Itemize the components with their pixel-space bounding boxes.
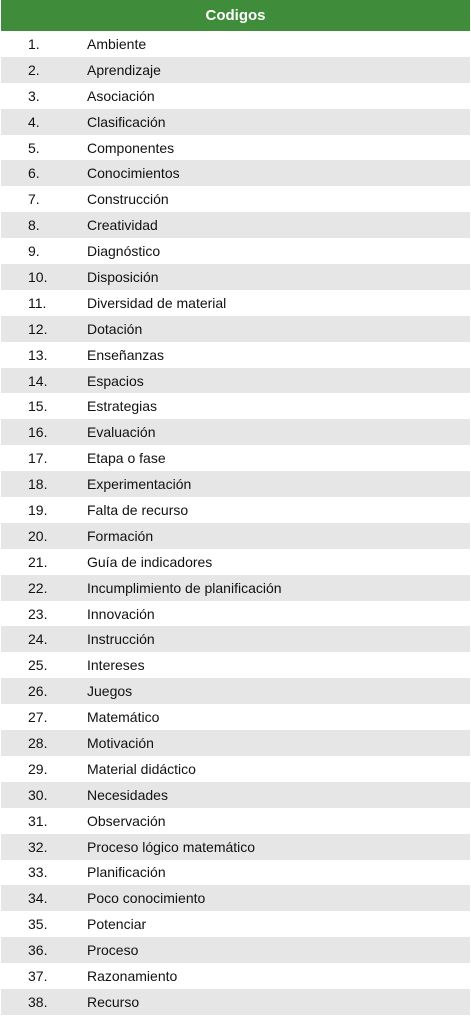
codes-table <box>1 0 470 1015</box>
table-row <box>1 135 470 161</box>
row-label: Enseñanzas <box>87 346 165 363</box>
row-number: 5. <box>28 139 40 156</box>
row-number: 20. <box>28 527 48 544</box>
row-label: Construcción <box>87 191 169 208</box>
row-number: 15. <box>28 398 48 415</box>
table-row <box>1 911 470 937</box>
row-label: Proceso <box>87 942 139 959</box>
table-row <box>1 652 470 678</box>
row-number: 27. <box>28 709 48 726</box>
row-label: Necesidades <box>87 786 168 803</box>
row-label: Guía de indicadores <box>87 553 213 570</box>
row-label: Poco conocimiento <box>87 890 206 907</box>
table-row <box>1 704 470 730</box>
table-row <box>1 626 470 652</box>
table-row <box>1 937 470 963</box>
row-number: 4. <box>28 113 40 130</box>
table-row <box>1 989 470 1015</box>
table-row <box>1 782 470 808</box>
table-row <box>1 445 470 471</box>
table-header: Codigos <box>1 0 470 31</box>
row-label: Evaluación <box>87 424 156 441</box>
row-label: Material didáctico <box>87 760 196 777</box>
row-number: 30. <box>28 786 48 803</box>
row-label: Diagnóstico <box>87 243 161 260</box>
table-row <box>1 419 470 445</box>
table-row <box>1 963 470 989</box>
row-number: 29. <box>28 760 48 777</box>
row-number: 13. <box>28 346 48 363</box>
row-number: 1. <box>28 35 40 52</box>
row-label: Innovación <box>87 605 155 622</box>
row-number: 3. <box>28 87 40 104</box>
table-row <box>1 601 470 627</box>
table-row <box>1 342 470 368</box>
table-row <box>1 549 470 575</box>
row-number: 34. <box>28 890 48 907</box>
row-number: 28. <box>28 734 48 751</box>
row-number: 9. <box>28 243 40 260</box>
row-number: 38. <box>28 993 48 1010</box>
row-label: Estrategias <box>87 398 158 415</box>
row-label: Ambiente <box>87 35 147 52</box>
row-label: Aprendizaje <box>87 61 161 78</box>
row-label: Proceso lógico matemático <box>87 838 256 855</box>
row-label: Razonamiento <box>87 968 178 984</box>
row-label: Espacios <box>87 372 144 389</box>
table-row <box>1 160 470 186</box>
row-label: Recurso <box>87 993 140 1010</box>
row-number: 23. <box>28 605 48 622</box>
row-label: Conocimientos <box>87 165 180 182</box>
row-label: Diversidad de material <box>87 294 227 311</box>
table-row <box>1 109 470 135</box>
row-number: 35. <box>28 916 48 933</box>
row-number: 8. <box>28 217 40 234</box>
row-label: Falta de recurso <box>87 501 189 518</box>
row-label: Asociación <box>87 87 155 104</box>
row-label: Instrucción <box>87 631 155 648</box>
table-row <box>1 238 470 264</box>
table-row <box>1 756 470 782</box>
row-label: Observación <box>87 812 166 829</box>
row-label: Intereses <box>87 657 145 674</box>
row-number: 10. <box>28 268 48 285</box>
row-label: Dotación <box>87 320 143 337</box>
row-label: Formación <box>87 527 154 544</box>
row-number: 21. <box>28 553 48 570</box>
row-label: Disposición <box>87 268 159 285</box>
row-number: 31. <box>28 812 48 829</box>
table-row <box>1 83 470 109</box>
row-number: 32. <box>28 838 48 855</box>
table-row <box>1 678 470 704</box>
table-row <box>1 808 470 834</box>
table-row <box>1 31 470 57</box>
row-number: 24. <box>28 631 48 648</box>
row-number: 16. <box>28 424 48 441</box>
row-label: Juegos <box>87 683 133 700</box>
table-row <box>1 368 470 394</box>
row-number: 14. <box>28 372 48 389</box>
table-row <box>1 471 470 497</box>
row-number: 6. <box>28 165 40 182</box>
table-row <box>1 885 470 911</box>
row-label: Componentes <box>87 139 175 156</box>
row-number: 22. <box>28 579 48 596</box>
table-row <box>1 393 470 419</box>
row-number: 26. <box>28 683 48 700</box>
row-label: Experimentación <box>87 476 192 493</box>
table-row <box>1 290 470 316</box>
row-number: 12. <box>28 320 48 337</box>
row-label: Potenciar <box>87 916 147 933</box>
row-label: Matemático <box>87 709 160 726</box>
row-number: 2. <box>28 61 40 78</box>
row-number: 19. <box>28 501 48 518</box>
table-row <box>1 730 470 756</box>
table-row <box>1 264 470 290</box>
row-number: 18. <box>28 476 48 493</box>
table-row <box>1 497 470 523</box>
table-row <box>1 523 470 549</box>
table-body <box>1 31 470 1015</box>
row-label: Motivación <box>87 734 154 751</box>
row-number: 37. <box>28 968 48 984</box>
row-number: 17. <box>28 450 48 467</box>
table-row <box>1 575 470 601</box>
row-number: 33. <box>28 864 48 881</box>
row-label: Planificación <box>87 864 166 881</box>
row-label: Etapa o fase <box>87 450 166 467</box>
row-number: 11. <box>28 294 47 311</box>
table-row <box>1 57 470 83</box>
table-row <box>1 212 470 238</box>
row-label: Creatividad <box>87 217 158 234</box>
row-label: Incumplimiento de planificación <box>87 579 282 596</box>
table-row <box>1 316 470 342</box>
row-number: 7. <box>28 191 40 208</box>
row-number: 25. <box>28 657 48 674</box>
row-label: Clasificación <box>87 113 166 130</box>
table-row <box>1 860 470 886</box>
table-row <box>1 834 470 860</box>
row-number: 36. <box>28 942 48 959</box>
table-row <box>1 186 470 212</box>
